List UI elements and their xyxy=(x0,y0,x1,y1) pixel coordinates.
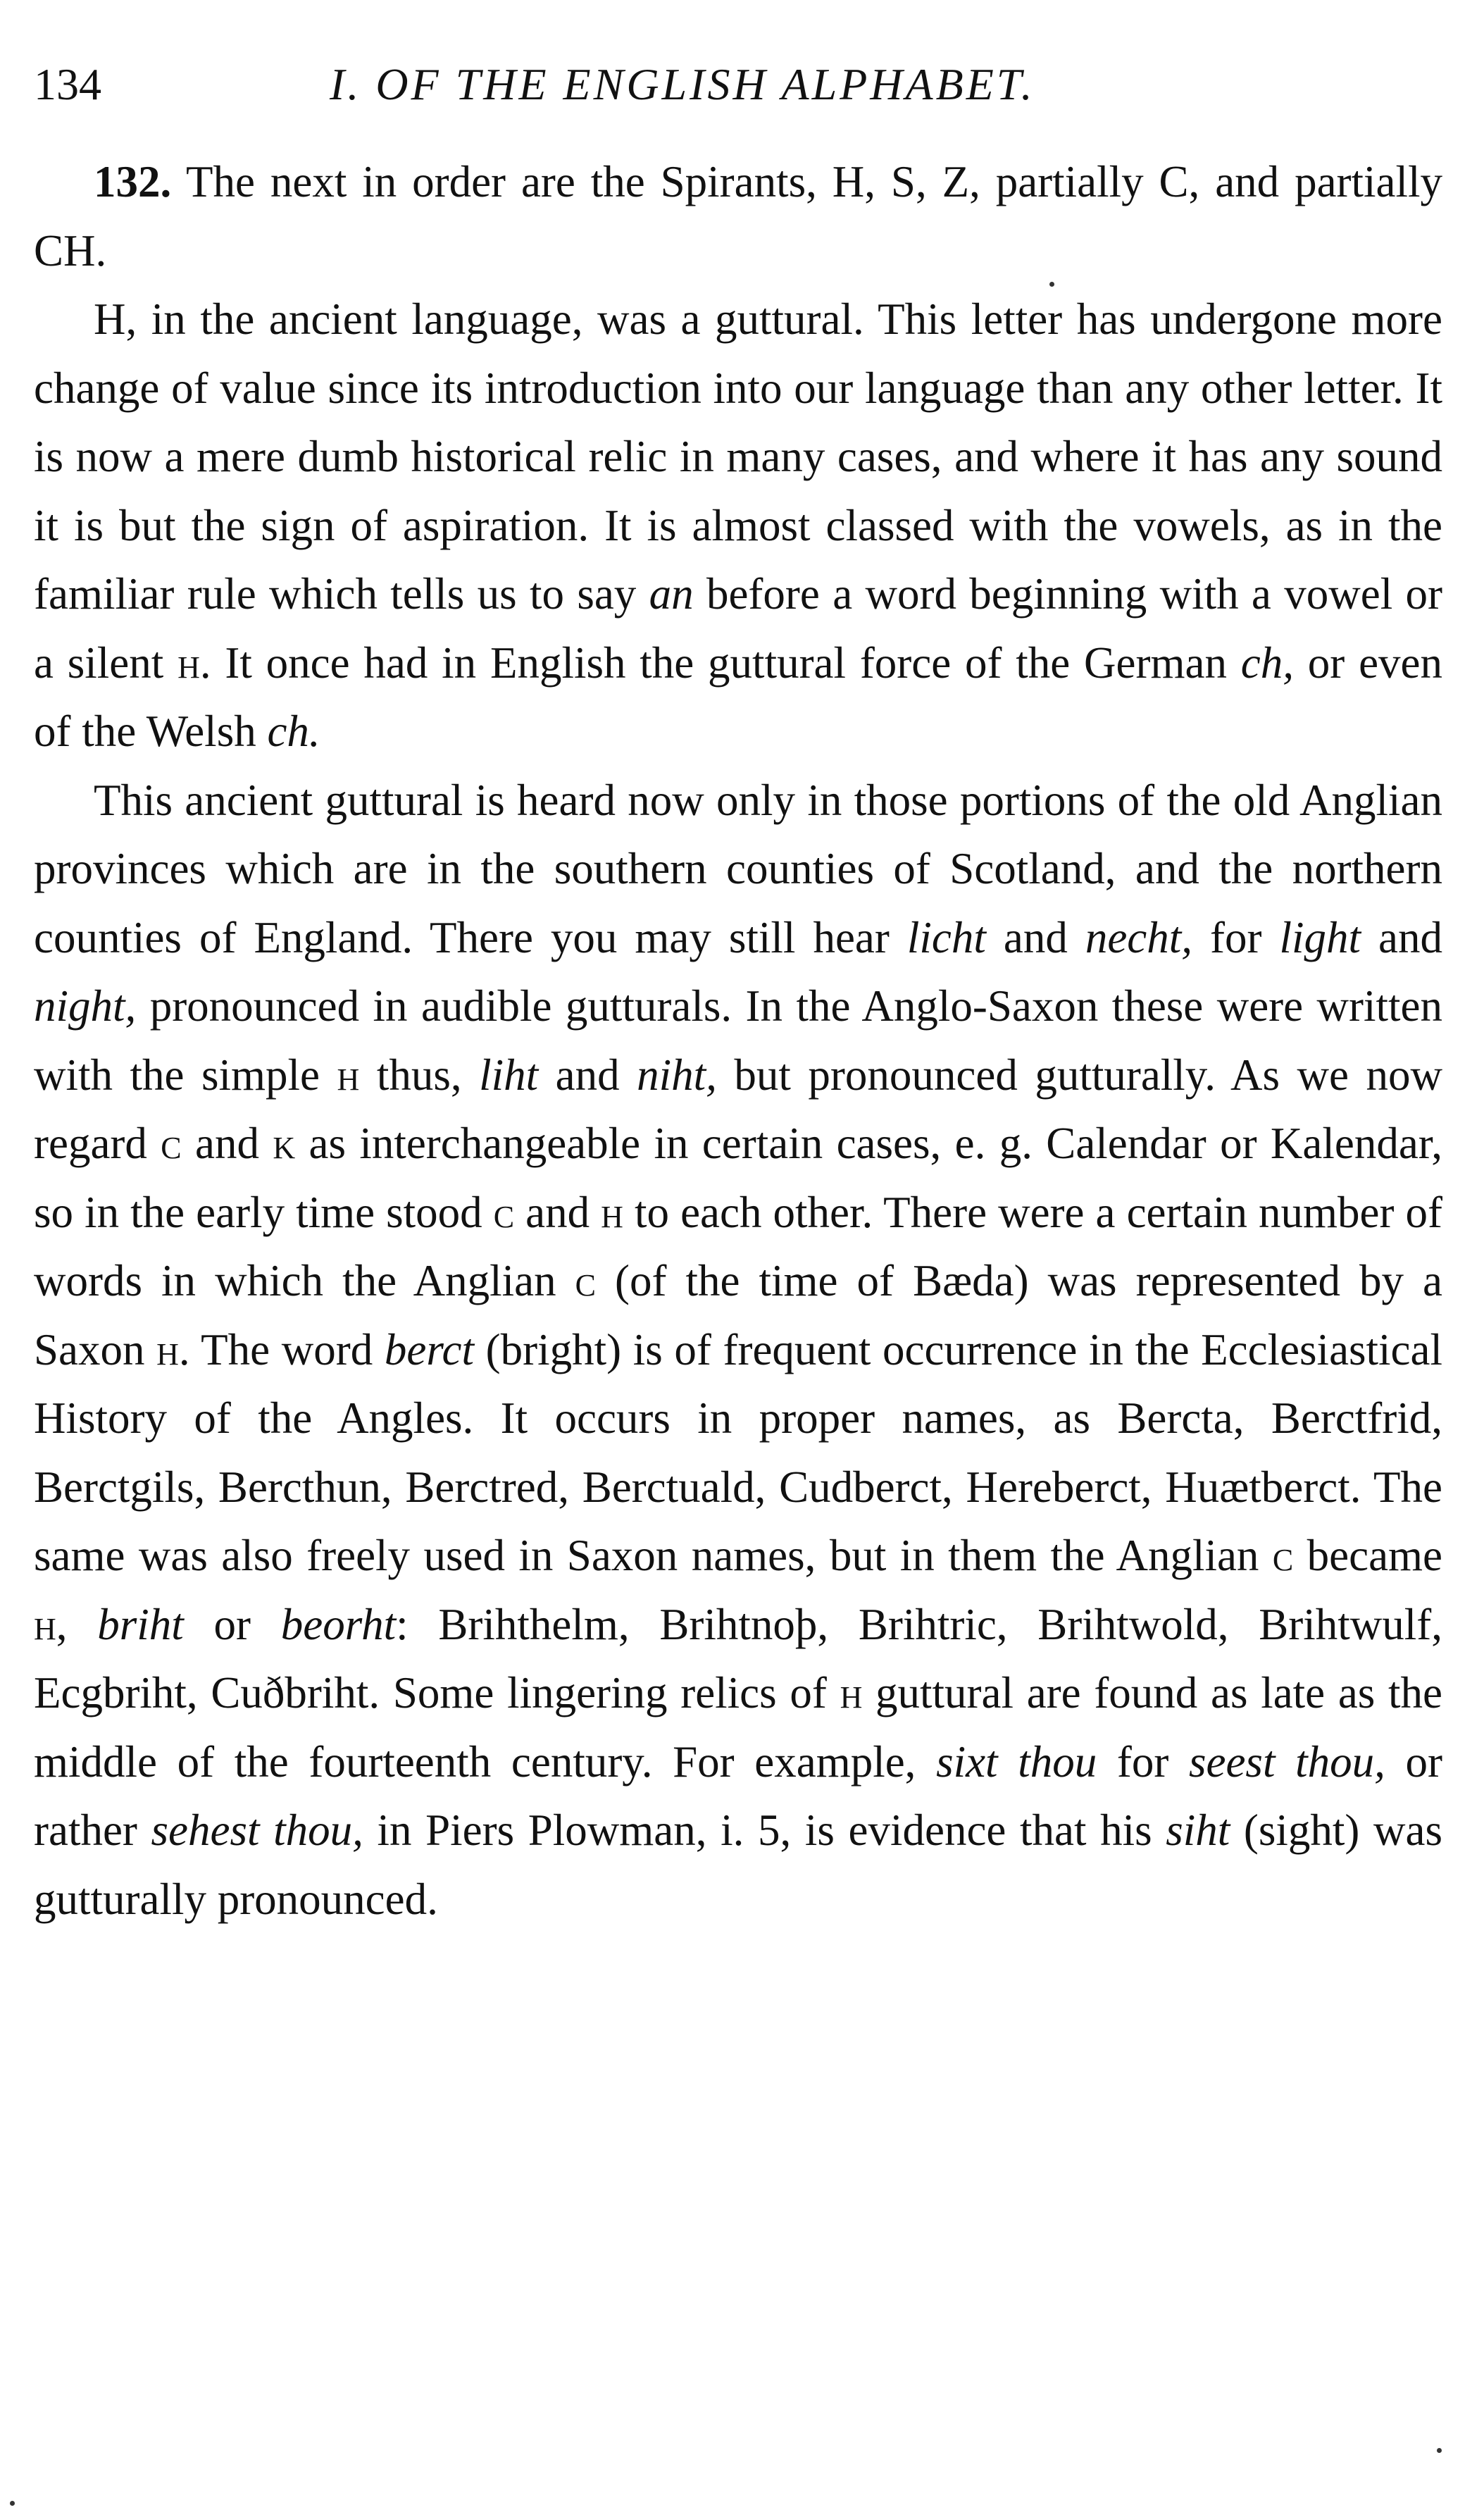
italic-word: licht xyxy=(906,912,986,962)
text-run: : Brihthelm, Brihtnoþ, Brihtric, Brihtwold, Brihtwulf, Ecgbriht, Cuðbriht. Some lingering relics of xyxy=(34,1599,1443,1717)
italic-word: siht xyxy=(1166,1806,1230,1855)
paragraph-ancient-guttural xyxy=(34,766,1442,1934)
text-run: . It once had in English the guttural force of the German xyxy=(199,638,1241,688)
print-speck xyxy=(1049,282,1054,287)
small-caps-letter: c xyxy=(161,1119,182,1168)
body-text xyxy=(34,148,1442,1934)
text-run: to each other. There were a certain number of words in which the Anglian xyxy=(34,1187,1442,1305)
text-run: became xyxy=(1293,1531,1442,1580)
text-run: (of the time of Bæda) was represented by a Saxon xyxy=(34,1256,1442,1374)
italic-word: ch, xyxy=(1240,638,1294,688)
text-run: or xyxy=(183,1599,281,1649)
text-run: for xyxy=(1097,1737,1189,1787)
text-run: for xyxy=(1192,912,1280,962)
italic-word: light xyxy=(1279,912,1361,962)
text-run: H, in the ancient language, was a guttural. This letter has undergone more change of value since its introduction into our language than any other letter. It is now a mere dumb historical relic in many cases, and where it has any sound it is but the sign of aspiration. It is almost classed with the vowels, as in the familiar rule which tells us to say xyxy=(34,294,1442,619)
section-number: 132. xyxy=(94,157,172,206)
italic-word: sehest thou, xyxy=(151,1806,363,1855)
italic-word: beorht xyxy=(280,1599,397,1649)
italic-word: ch. xyxy=(267,707,320,756)
text-run: or even of the Welsh xyxy=(34,638,1442,756)
text-run: . The word xyxy=(178,1324,385,1374)
small-caps-letter: k xyxy=(273,1119,296,1168)
small-caps-letter: h xyxy=(34,1599,56,1649)
italic-word: sixt thou xyxy=(936,1737,1097,1787)
italic-word: seest thou, xyxy=(1188,1737,1385,1787)
italic-word: necht, xyxy=(1085,912,1193,962)
paragraph-132 xyxy=(34,148,1442,285)
small-caps-letter: h xyxy=(177,638,200,688)
text-run: as interchangeable in certain cases, e. g. Calendar or Kalendar, so in the early time stood xyxy=(34,1119,1443,1237)
small-caps-letter: h xyxy=(840,1668,863,1717)
small-caps-letter: c xyxy=(493,1187,515,1237)
running-title: I. OF THE ENGLISH ALPHABET. xyxy=(330,59,1035,109)
print-speck xyxy=(10,2501,15,2506)
page-number: 134 xyxy=(34,59,101,109)
text-run: pronounced in audible gutturals. In the Anglo-Saxon these were written with the simple xyxy=(34,981,1442,1100)
text-run: (sight) was gutturally pronounced. xyxy=(34,1806,1442,1924)
page-header xyxy=(34,42,1442,127)
text-run: and xyxy=(514,1187,601,1237)
text-run: and xyxy=(1361,912,1442,962)
text-run: This ancient guttural is heard now only in those portions of the old Anglian provinces which are in the southern counties of Scotland, and the northern counties of England. There you may still hear xyxy=(34,775,1442,962)
small-caps-letter: h xyxy=(601,1187,623,1237)
italic-word: liht xyxy=(479,1050,539,1100)
text-run: guttural are found as late as the middle of the fourteenth century. For example, xyxy=(34,1668,1442,1787)
text-run: and xyxy=(181,1119,273,1168)
text-run: (bright) is of frequent occurrence in the Ecclesiastical History of the Angles. It occurs in proper names, as Bercta, Berctfrid, Berctgils, Bercthun, Berctred, Berctuald, Cudberct, Hereberct, Huætberct. The same was also freely used in Saxon names, but in them the Anglian xyxy=(34,1324,1442,1580)
book-page xyxy=(34,42,1442,1934)
italic-word: niht, xyxy=(637,1050,717,1100)
text-run: and xyxy=(538,1050,637,1100)
italic-word: night, xyxy=(34,981,137,1031)
text-run: in Piers Plowman, i. 5, is evidence that his xyxy=(363,1806,1166,1855)
italic-word: briht xyxy=(97,1599,184,1649)
text-run: , xyxy=(56,1599,98,1649)
text-run: and xyxy=(985,912,1085,962)
text-run: or rather xyxy=(34,1737,1442,1855)
print-speck xyxy=(1437,2448,1442,2453)
paragraph-text: The next in order are the Spirants, H, S, Z, partially C, and partially CH. xyxy=(34,157,1442,275)
small-caps-letter: h xyxy=(337,1050,360,1100)
small-caps-letter: h xyxy=(156,1324,179,1374)
small-caps-letter: c xyxy=(575,1256,596,1305)
small-caps-letter: c xyxy=(1272,1531,1294,1580)
text-run: thus, xyxy=(359,1050,480,1100)
text-run: before a word beginning with a vowel or a silent xyxy=(34,569,1443,688)
text-run: but pronounced gutturally. As we now regard xyxy=(34,1050,1442,1168)
paragraph-h-guttural xyxy=(34,285,1442,766)
italic-word: an xyxy=(649,569,694,619)
italic-word: berct xyxy=(384,1324,474,1374)
